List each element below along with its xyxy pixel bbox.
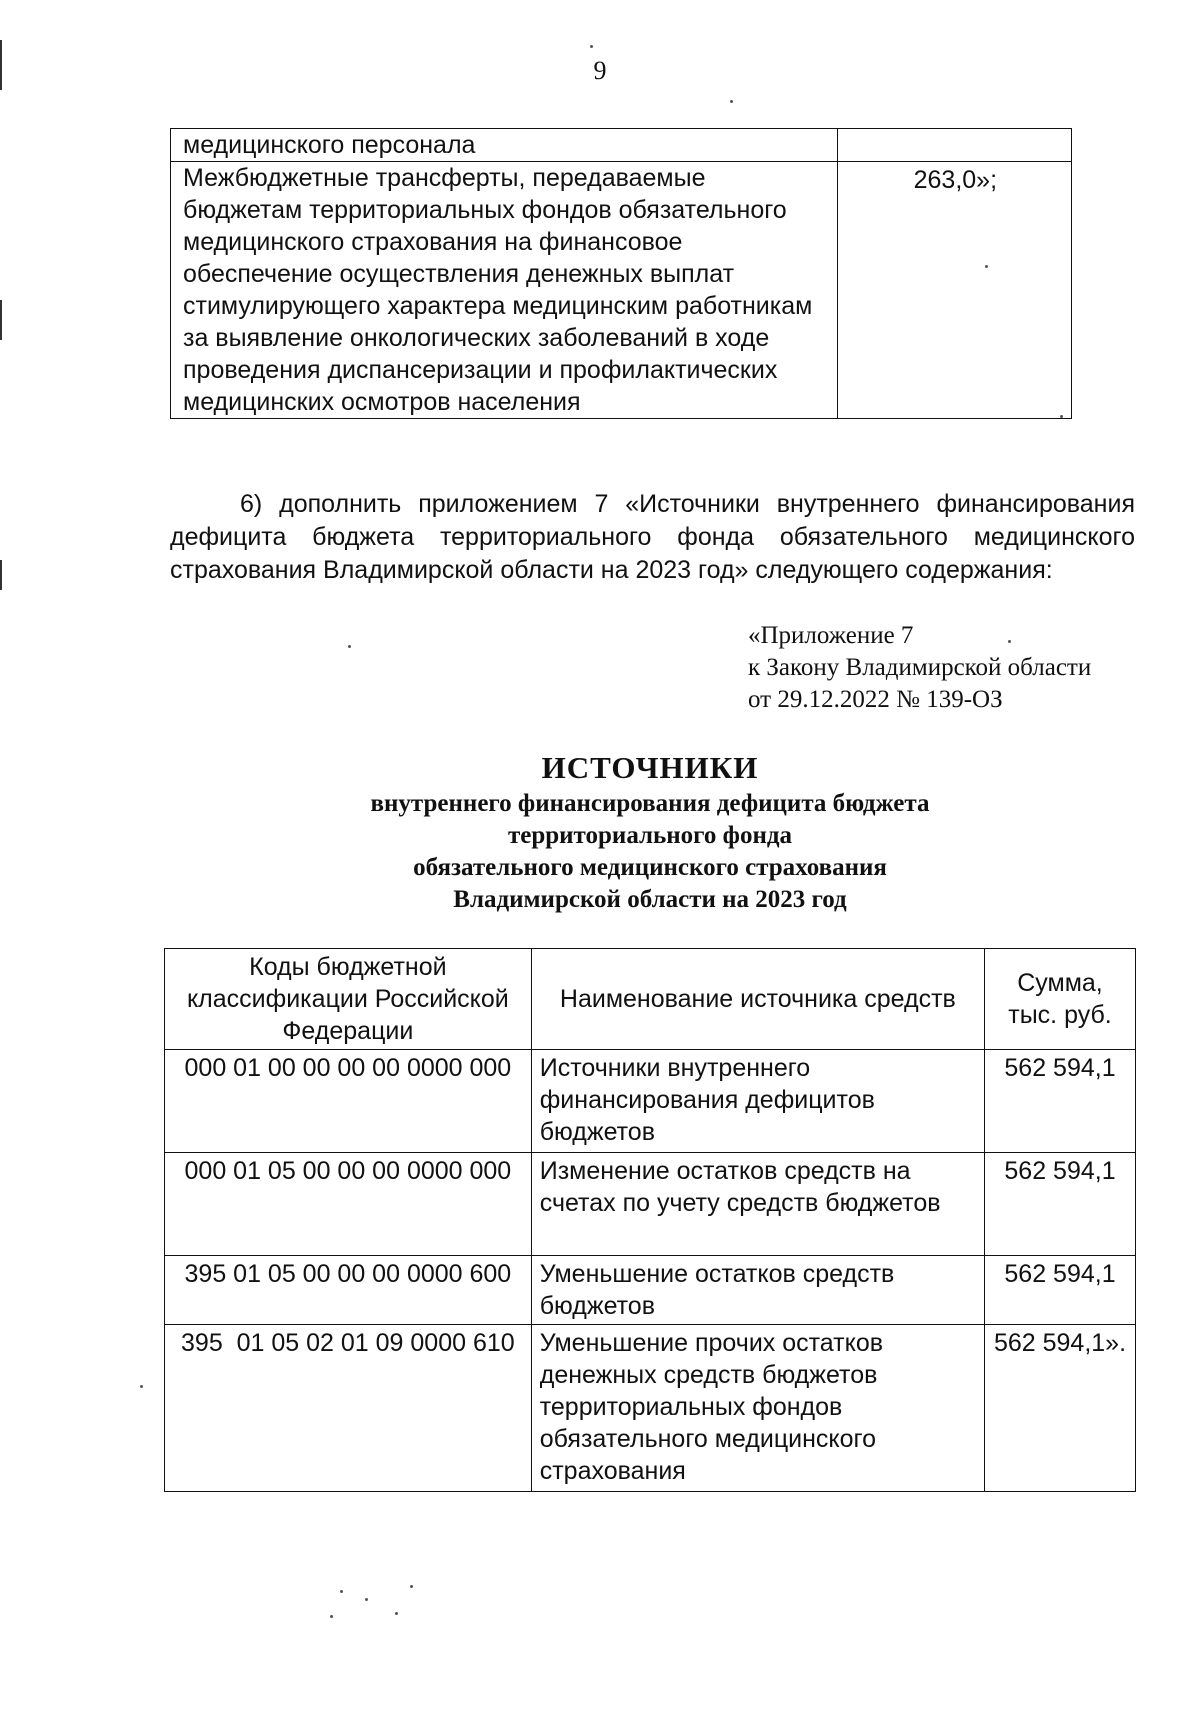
table-row	[165, 1325, 1136, 1492]
scan-speck	[1008, 640, 1011, 643]
appendix-line: к Закону Владимирской области	[748, 654, 1092, 681]
scan-speck	[340, 1590, 343, 1593]
amendment-paragraph: 6) дополнить приложением 7 «Источники внутреннего финансирования дефицита бюджета территориального фонда обязательного медицинского страхования Владимирской области на 2023 год» следующего содержания:	[170, 490, 1135, 584]
scan-speck	[330, 1615, 333, 1618]
table-row	[165, 1050, 1136, 1153]
title-line: территориального фонда	[507, 822, 793, 849]
transfer-name-cell: Межбюджетные трансферты, передаваемые бюджетам территориальных фондов обязательного медицинского страхования на финансовое обеспечение осуществления денежных выплат стимулирующего характера медицинским работникам за выявление онкологических заболеваний в ходе проведения диспансеризации и профилактических медицинских осмотров населения	[171, 162, 838, 419]
transfer-sum-cell	[837, 129, 1071, 162]
table-row	[171, 129, 1072, 162]
scan-margin-mark	[0, 560, 2, 590]
sum-cell: 562 594,1	[985, 1153, 1136, 1256]
title-main: ИСТОЧНИКИ	[541, 750, 759, 785]
scan-speck	[348, 645, 351, 648]
source-name-cell: Изменение остатков средств на счетах по учету средств бюджетов	[531, 1153, 984, 1256]
scan-speck	[365, 1598, 368, 1601]
header-budget-codes: Коды бюджетной классификации Российской Федерации	[165, 949, 532, 1050]
transfer-sum-cell: 263,0»;	[837, 162, 1071, 419]
appendix-reference	[748, 620, 1091, 716]
table-header-row	[165, 949, 1136, 1050]
scan-speck	[730, 100, 733, 103]
scan-speck	[985, 265, 988, 268]
page-number: 9	[593, 56, 607, 85]
title-line: внутреннего финансирования дефицита бюджета	[370, 790, 930, 817]
source-name-cell: Уменьшение остатков средств бюджетов	[531, 1256, 984, 1325]
scan-margin-mark	[0, 300, 2, 340]
budget-code-cell: 000 01 05 00 00 00 0000 000	[165, 1153, 532, 1256]
transfer-name-cell: медицинского персонала	[171, 129, 838, 162]
budget-code-cell: 000 01 00 00 00 00 0000 000	[165, 1050, 532, 1153]
scan-speck	[1060, 415, 1063, 418]
scan-speck	[140, 1385, 143, 1388]
header-source-name: Наименование источника средств	[531, 949, 984, 1050]
source-name-cell: Уменьшение прочих остатков денежных средств бюджетов территориальных фондов обязательного медицинского страхования	[531, 1325, 984, 1492]
sum-cell: 562 594,1».	[985, 1325, 1136, 1492]
appendix-line: от 29.12.2022 № 139-ОЗ	[748, 686, 1003, 713]
source-name-cell: Источники внутреннего финансирования дефицитов бюджетов	[531, 1050, 984, 1153]
table-row	[171, 162, 1072, 419]
title-line: Владимирской области на 2023 год	[453, 886, 847, 913]
header-sum: Сумма, тыс. руб.	[985, 949, 1136, 1050]
scan-speck	[410, 1585, 413, 1588]
appendix-line: «Приложение 7	[748, 622, 914, 649]
budget-transfers-table-continuation	[170, 128, 1072, 419]
financing-sources-table	[164, 948, 1136, 1492]
scan-speck	[590, 45, 593, 48]
title-line: обязательного медицинского страхования	[413, 854, 887, 881]
budget-code-cell: 395 01 05 00 00 00 0000 600	[165, 1256, 532, 1325]
document-title	[300, 748, 1000, 916]
scan-speck	[395, 1612, 398, 1615]
table-row	[165, 1256, 1136, 1325]
budget-code-cell: 395 01 05 02 01 09 0000 610	[165, 1325, 532, 1492]
sum-cell: 562 594,1	[985, 1256, 1136, 1325]
table-row	[165, 1153, 1136, 1256]
sum-cell: 562 594,1	[985, 1050, 1136, 1153]
